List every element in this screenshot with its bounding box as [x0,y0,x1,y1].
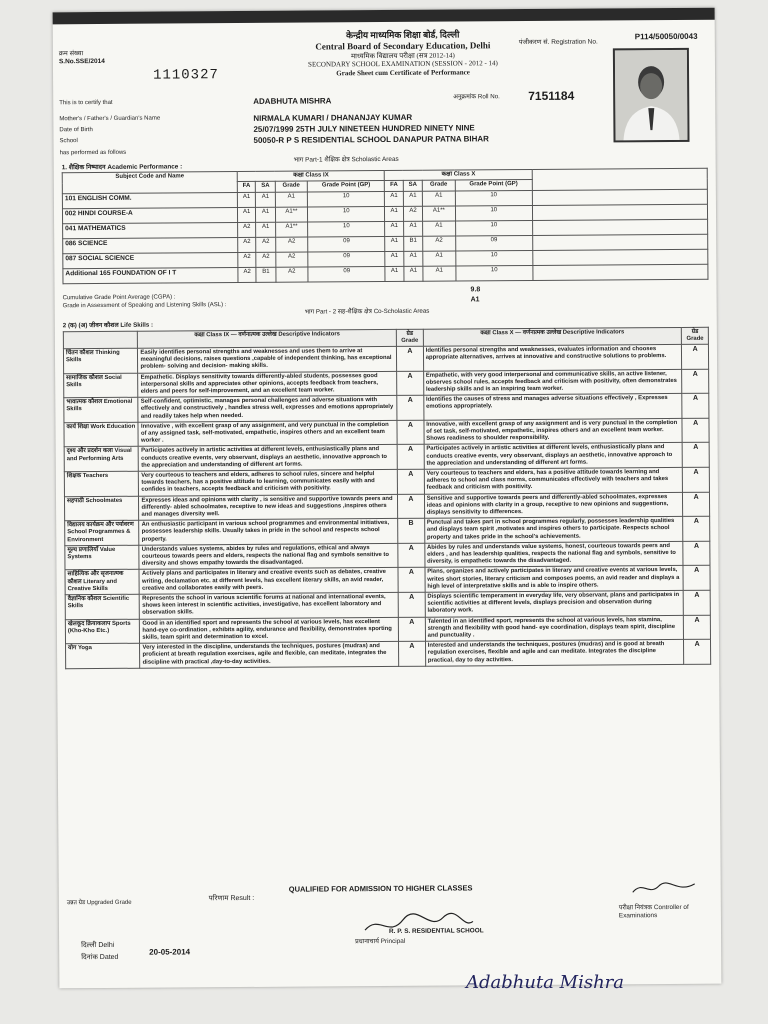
blank-cell [533,234,708,250]
class-x-grade: A [683,541,710,566]
cgpa-label: Cumulative Grade Point Average (CGPA) : [62,294,176,302]
sa-header: SA [403,181,422,191]
area-name: दृश्य और प्रदर्शन कला Visual and Performing Arts [64,447,139,472]
area-name: खेलकूद क्रियाकलाप Sports (Kho-Kho Etc.) [65,619,140,644]
grade-sheet [53,8,722,989]
issue-date: 20-05-2014 [149,947,191,957]
class-x-indicator: Abides by rules and understands value systems, honest, courteous towards peers and elders , and has leadership qualities, respects the national flag and symbols, sensitive to diversity, is empathetic towards the disadvantaged. [425,541,684,567]
grade-cell: A1 [385,191,403,206]
result-value: QUALIFIED FOR ADMISSION TO HIGHER CLASSES [288,883,473,894]
class-x-grade: A [682,369,709,394]
subject-row [63,264,708,284]
class-x-grade: A [682,393,709,418]
grade-cell: A1 [385,206,403,221]
area-name: वैज्ञानिक कौशल Scientific Skills [65,594,140,619]
class-ix-indicator: Actively plans and participates in literary and creative events such as debates, creative writing, declamation etc. at different levels, has excellent literary skills, an avid reader, creative and collaborates easily with peers. [139,568,398,594]
grade-cell: A1 [403,221,422,236]
part2-label: भाग Part - 2 सह-शैक्षिक क्षेत्र Co-Scholastic Areas [304,307,430,316]
class-ix-grade: A [398,494,425,519]
grade-cell: A2 [256,237,275,252]
grade-cell: A1 [404,266,423,281]
class-ix-indicator: Very courteous to teachers and elders, adheres to school rules, sincere and helpful towards teachers, has a positive attitude to learning, communicates easily with and confides in teachers, accepts feedback and criticism with positivity. [139,469,398,495]
class-x-indicator: Participates actively in artistic activities at different levels, enthusiastically plans and conducts creative events, very observant, displays an aesthetic, innovative approach to the appreciation and understanding of different art forms. [424,443,683,469]
class-ix-grade: A [397,346,424,371]
class-ix-indicator: Understands values systems, abides by rules and regulations, ethical and always courteous towards peers and elders, respects the national flag and symbols sensitive to diversity and shows empathy towards the disadvantaged. [139,543,398,569]
grade-cell: A1 [423,191,455,206]
grade-cell: 10 [308,221,385,237]
controller-label: परीक्षा नियंत्रक Controller of Examinations [618,903,689,920]
blank-cell [533,264,708,280]
class-x-grade: A [683,516,710,541]
grade-cell: 09 [308,266,385,282]
grade-cell: A1** [275,222,307,237]
class-ix-grade: A [398,617,425,642]
registration-label: पंजीकरण सं. Registration No. [518,38,598,47]
handwritten-signature: Adabhuta Mishra [466,972,625,993]
class-ix-indicator: Very interested in the discipline, understands the techniques, postures (mudras) and proficient at breath regulation exercises, agile and flexible, can meditate, integrates the discipline with practical ,day-to-day activities. [140,642,399,668]
parents-name: NIRMALA KUMARI / DHANANJAY KUMAR [253,112,413,123]
subject-col-header: Subject Code and Name [62,172,237,194]
certify-label: This is to certify that [59,99,113,107]
grade-cell: A2 [238,267,256,282]
area-name: साहित्यिक और सृजनात्मक कौशल Literary and Creative Skills [65,570,140,595]
asl-value: A1 [470,296,480,304]
fa-header: FA [385,181,403,191]
ix-col-header: कक्षा Class IX [194,331,230,338]
grade-cell: A1** [275,207,307,222]
subject-name: 002 HINDI COURSE-A [62,207,237,223]
class-x-header: कक्षा Class X [385,169,533,180]
grade-cell: 09 [455,235,533,251]
roll-label: अनुक्रमांक Roll No. [453,93,500,101]
grade-cell: A2 [238,252,256,267]
area-name: सामाजिक कौशल Social Skills [64,373,139,398]
class-ix-grade: A [397,371,424,396]
subject-name: 101 ENGLISH COMM. [62,192,237,208]
class-x-indicator: Plans, organizes and actively participates in literary and creative events at various levels, writes short stories, literary criticism and composes poems, an avid reader and displays a high level of interpretative skills and is able to inspire others. [425,566,684,592]
grade-cell: A2 [403,206,422,221]
blank-cell [532,204,707,220]
grade-cell: A1 [423,266,455,281]
grade-cell: A1 [385,221,403,236]
subject-name: 086 SCIENCE [63,237,238,253]
class-x-indicator: Displays scientific temperament in everyday life, very observant, plans and participates in scientific activities at different levels, displays precision and observation during laboratory work. [425,590,684,616]
class-ix-grade: A [397,445,424,470]
desc-header: वर्णनात्मक उल्लेख Descriptive Indicators [238,330,340,338]
grade-cell: A2 [276,267,308,282]
grade-cell: B1 [256,267,275,282]
class-ix-indicator: Good in an identified sport and represents the school at various levels, has excellent hand-eye co-ordination , exhibits agility, endurance and flexibility, demonstrates sporting skills, team spirit and determination to excel. [140,617,399,643]
top-dark-strip [53,8,715,25]
subject-name: Additional 165 FOUNDATION OF I T [63,267,238,283]
class-x-indicator: Identifies the causes of stress and manages adverse situations effectively , Expresses emotions appropriately. [423,394,682,420]
coscholastic-row [66,640,711,669]
class-x-indicator: Sensitive and supportive towards peers and differently-abled schoolmates, expresses ideas and opinions with clarity in a group, receptive to new opinions and suggestions, displays sensitivity to differences. [424,492,683,518]
class-ix-indicator: Self-confident, optimistic, manages personal challenges and adverse situations with effectively and constructively , handles stress well, expresses and emotions appropriately and readily takes help when needed. [138,396,397,422]
class-x-indicator: Talented in an identified sport, represents the school at various levels, has stamina, strength and flexibility with good hand- eye coordination, displays team spirit, discipline and punctuality . [425,615,684,641]
grade-cell: 09 [308,236,385,252]
class-ix-grade: A [399,642,426,667]
grade-cell: A1 [423,221,455,236]
controller-signature-icon [629,876,699,900]
performed-label: has performed as follows [59,149,127,157]
principal-label: प्रधानाचार्य Principal [355,937,406,946]
gp-header: Grade Point (GP) [455,180,532,191]
grade-cell: A1 [275,192,307,207]
grade-cell: A1 [404,251,423,266]
grade-cell: B1 [404,236,423,251]
class-x-indicator: Innovative, with excellent grasp of any assignment and is very punctual in the completion of set task, self-motivated, empathetic, inspires others and an excellent team worker. Shows readiness to shoulder responsibility. [424,418,683,444]
grade-cell: 10 [308,206,385,222]
date-of-birth: 25/07/1999 25TH JULY NINETEEN HUNDRED NINETY NINE [253,123,475,134]
grade-col-header: ग्रेड Grade [682,327,709,345]
subject-name: 087 SOCIAL SCIENCE [63,252,238,268]
class-x-grade: A [682,344,709,369]
cgpa-value: 9.8 [470,286,481,294]
class-x-indicator: Very courteous to teachers and elders, has a positive attitude towards learning and adheres to school and class norms, communicates effectively with teachers and takes feedback and criticism with positivity. [424,467,683,493]
class-ix-grade: A [397,395,424,420]
area-name: चिंतन कौशल Thinking Skills [63,348,138,373]
school-label: School [59,138,78,145]
class-x-grade: A [683,467,710,492]
grade-cell: A1 [237,192,255,207]
class-ix-grade: A [397,420,424,445]
academic-performance-label: 1. शैक्षिक निष्पादन Academic Performance : [61,163,183,172]
gp-header: Grade Point (GP) [307,181,384,192]
area-name: विद्यालय कार्यक्रम और पर्यावरण School Programmes & Environment [65,520,140,545]
dob-label: Date of Birth [59,127,93,134]
grade-cell: A1 [256,222,275,237]
board-heading: केन्द्रीय माध्यमिक शिक्षा बोर्ड, दिल्ली Central Board of Secondary Education, Delhi माध्यमिक विद्यालय परीक्षा (सत्र 2012-14) SECONDARY SCHOOL EXAMINATION (SESSION - 2012 - 14) Grade Sheet cum Certificate of Performance [308,29,498,78]
class-x-indicator: Identifies personal strengths and weaknesses, evaluates information and chooses appropriate alternatives, arrives at innovative and constructive solutions to problems. [423,344,682,370]
class-ix-indicator: An enthusiastic participant in various school programmes and environmental initiatives, possesses leadership skills. Usually takes in pride in the school and respects school property. [139,519,398,545]
fa-header: FA [237,182,255,192]
grade-cell: 10 [455,220,533,236]
upgraded-grade-label: उन्नत ग्रेड Upgraded Grade [66,899,132,907]
grade-header: Grade [422,180,454,191]
area-name: शिक्षक Teachers [64,471,139,496]
class-ix-indicator: Represents the school in various scientific forums at national and international events, shows keen interest in scientific activities, investigative, has excellent laboratory and observation skills. [140,592,399,618]
scholastic-table [62,168,709,284]
class-x-indicator: Empathetic, with very good interpersonal and communicative skills, an active listener, observes school rules, accepts feedback and criticism with positivity, often demonstrates leadership skills and is an inspiring team worker. [423,369,682,395]
grade-cell: A1 [385,236,403,251]
class-x-grade: A [683,566,710,591]
class-ix-grade: A [398,543,425,568]
class-x-grade: A [683,492,710,517]
grade-cell: A1 [385,251,403,266]
area-name: योग Yoga [66,644,141,669]
school-name: 50050-R P S RESIDENTIAL SCHOOL DANAPUR PATNA BIHAR [253,134,489,145]
class-x-grade: A [684,640,711,665]
area-name: सहपाठी Schoolmates [64,496,139,521]
roll-number: 7151184 [528,88,575,104]
grade-cell: A2 [423,236,455,251]
asl-label: Grade in Assessment of Speaking and Listening Skills (ASL) : [62,302,227,310]
class-x-indicator: Punctual and takes part in school programmes regularly, possesses leadership qualities and displays team spirit ,motivates and inspires others to participate. Respects school property and takes pride in the school's achievements. [424,517,683,543]
grade-cell: A1 [385,266,403,281]
class-x-grade: A [683,590,710,615]
grade-cell: 10 [455,265,533,281]
class-ix-indicator: Participates actively in artistic activities at different levels, enthusiastically plans and conducts creative events, very observant, displays an aesthetic, innovative approach to the appreciation and understanding of different art forms. [139,445,398,471]
subject-name: 041 MATHEMATICS [63,222,238,238]
blank-cell [533,219,708,235]
grade-cell: A1 [403,191,422,206]
class-ix-indicator: Easily identifies personal strengths and weaknesses and uses them to arrive at meaningful decisions, raises questions ,capable of independent thinking, has exceptional problem- solving and decision- making skills. [138,346,397,372]
grade-cell: 10 [455,250,533,266]
class-x-grade: A [682,418,709,443]
grade-header: Grade [275,181,307,192]
school-stamp: R. P. S. RESIDENTIAL SCHOOL [389,927,484,935]
grade-cell: A2 [238,222,256,237]
registration-number: P114/50050/0043 [634,31,698,42]
serial-label: क्रम संख्या S.No.SSE/2014 [58,50,105,66]
area-name: भावात्मक कौशल Emotional Skills [64,397,139,422]
blank-cell [533,249,708,265]
grade-cell: A1 [256,192,275,207]
grade-cell: A2 [275,252,307,267]
grade-cell: A1 [256,207,275,222]
class-x-grade: A [684,615,711,640]
candidate-photo [613,48,690,143]
class-x-indicator: Interested and understands the techniques, postures (mudras) and is good at breath regulation exercises, flexible and agile and can meditate. Integrates the discipline practical, day to day activities. [425,640,684,666]
class-ix-grade: A [398,592,425,617]
result-label: परिणाम Result : [208,894,255,903]
class-ix-grade: B [398,518,425,543]
grade-cell: 10 [455,205,533,221]
serial-number: 1110327 [152,67,219,84]
grade-cell: A2 [238,237,256,252]
class-ix-grade: A [397,469,424,494]
candidate-name: ADABHUTA MISHRA [253,96,332,106]
parents-label: Mother's / Father's / Guardian's Name [59,115,161,123]
grade-cell: 10 [455,190,533,206]
sa-header: SA [256,182,275,192]
grade-col-header: ग्रेड Grade [396,329,423,347]
desc-header: वर्णनात्मक उल्लेख Descriptive Indicators [522,328,625,336]
class-ix-grade: A [398,568,425,593]
place-label: दिल्ली Delhi [81,941,115,950]
life-skills-label: 2 (क) (अ) जीवन कौशल Life Skills : [62,321,154,330]
coscholastic-table: 2 (क) (अ) जीवन कौशल Life Skills : कक्षा Class IX — वर्णनात्मक उल्लेख Descriptive Indicators ग्रेड Grade कक्षा Class X — वर्णनात्मक उल्लेख Descriptive Indicators ग्रेड Grade चिंतन कौशल Thinking Skills Easily identifies personal strengths and weaknesses and uses them to arrive at meaningful decisions, raises questions ,capable of independent thinking, has exceptional problem- solving and decision- making skills. A Identifies personal strengths and weaknesses, evaluates information and chooses appropriate alternatives, arrives at innovative and constructive solutions to problems. A सामाजिक कौशल Social Skills Empathetic. Displays sensitivity towards differently-abled students, possesses good interpersonal skills and appreciates other opinions, accepts feedback from teachers, elders and peers for self-improvement, and an excellent team worker. A Empathetic, with very good interpersonal and communicative skills, an active listener, observes school rules, accepts feedback and criticism with positivity, often demonstrates leadership skills and is an inspiring team worker. A भावात्मक कौशल Emotional Skills Self-confident, optimistic, manages personal challenges and adverse situations with effectively and constructively , handles stress well, expresses and emotions appropriately and readily takes help when needed. A Identifies the causes of stress and manages adverse situations effectively , Expresses emotions appropriately. A कार्य शिक्षा Work Education Innovative , with excellent grasp of any assignment, and very punctual in the completion of any assigned task, self-motivated, empathetic, inspires others and an excellent team worker . A Innovative, with excellent grasp of any assignment and is very punctual in the completion of set task, self-motivated, empathetic, inspires others and an excellent team worker. Shows readiness to shoulder responsibility. A दृश्य और प्रदर्शन कला Visual and Performing Arts Participates actively in artistic activities at different levels, enthusiastically plans and conducts creative events, very observant, displays an aesthetic, innovative approach to the appreciation and understanding of different art forms. A Participates actively in artistic activities at different levels, enthusiastically plans and conducts creative events, very observant, displays an aesthetic, innovative approach to the appreciation and understanding of different art forms. A शिक्षक Teachers Very courteous to teachers and elders, adheres to school rules, sincere and helpful towards teachers, has a positive attitude to learning, communicates easily with and confides in teachers, accepts feedback and criticism with positivity. A Very courteous to teachers and elders, has a positive attitude towards learning and adheres to school and class norms, communicates effectively with teachers and takes feedback and criticism with positivity. A सहपाठी Schoolmates Expresses ideas and opinions with clarity , is sensitive and supportive towards peers and differently- abled schoolmates, receptive to new ideas and suggestions ,inspires others and manages diversity well. A Sensitive and supportive towards peers and differently-abled schoolmates, expresses ideas and opinions with clarity in a group, receptive to new opinions and suggestions, displays sensitivity to differences. A विद्यालय कार्यक्रम और पर्यावरण School Programmes & Environment An enthusiastic participant in various school programmes and environmental initiatives, possesses leadership skills. Usually takes in pride in the school and respects school property. B Punctual and takes part in school programmes regularly, possesses leadership qualities and displays team spirit ,motivates and inspires others to participate. Respects school property and takes pride in the school's achievements. A मूल्य प्रणालियाँ Value Systems Understands values systems, abides by rules and regulations, ethical and always courteous towards peers and elders, respects the national flag and symbols sensitive to diversity and shows empathy towards the disadvantaged. A Abides by rules and understands value systems, honest, courteous towards peers and elders , and has leadership qualities, respects the national flag and symbols, sensitive to diversity, is empathetic towards the disadvantaged. A साहित्यिक और सृजनात्मक कौशल Literary and Creative Skills Actively plans and participates in literary and creative events such as debates, creative writing, declamation etc. at different levels, has excellent literary skills, an avid reader, creative and collaborates easily with peers. A Plans, organizes and actively participates in literary and creative events at various levels, writes short stories, literary criticism and composes poems, an avid reader and displays a high level of interpretative skills and is able to inspire others. A वैज्ञानिक कौशल Scientific Skills Represents the school in various scientific forums at national and international events, shows keen interest in scientific activities, investigative, has excellent laboratory and observation skills. A Displays scientific temperament in everyday life, very observant, plans and participates in scientific activities at different levels, displays precision and observation during laboratory work. A खेलकूद क्रियाकलाप Sports (Kho-Kho Etc.) Good in an identified sport and represents the school at various levels, has excellent hand-eye co-ordination , exhibits agility, endurance and flexibility, demonstrates sporting skills, team spirit and determination to excel. A Talented in an identified sport, represents the school at various levels, has stamina, strength and flexibility with good hand- eye coordination, displays team spirit, discipline and punctuality . A योग Yoga Very interested in the discipline, understands the techniques, postures (mudras) and proficient at breath regulation exercises, agile and flexible, can meditate, integrates the discipline with practical ,day-to-day activities. A Interested and understands the techniques, postures (mudras) and is good at breath regulation exercises, flexible and agile and can meditate. Integrates the discipline practical, day to day activities. A [63,318,711,669]
class-ix-header: कक्षा Class IX [237,171,385,182]
grade-cell: A1** [423,206,455,221]
grade-cell: A2 [275,237,307,252]
grade-cell: 10 [307,191,384,207]
date-label: दिनांक Dated [81,953,119,962]
area-name: कार्य शिक्षा Work Education [64,422,139,447]
part1-label: भाग Part-1 शैक्षिक क्षेत्र Scholastic Areas [293,155,399,164]
grade-cell: 09 [308,251,385,267]
class-ix-indicator: Innovative , with excellent grasp of any assignment, and very punctual in the completion of any assigned task, self-motivated, empathetic, inspires others and an excellent team worker . [138,420,397,446]
class-ix-indicator: Empathetic. Displays sensitivity towards differently-abled students, possesses good interpersonal skills and appreciates other opinions, accepts feedback from teachers, elders and peers for self-improvement, and an excellent team worker. [138,371,397,397]
area-name: मूल्य प्रणालियाँ Value Systems [65,545,140,570]
grade-cell: A1 [237,207,255,222]
grade-cell: A1 [423,251,455,266]
class-x-grade: A [682,443,709,468]
class-ix-indicator: Expresses ideas and opinions with clarity , is sensitive and supportive towards peers and differently- abled schoolmates, receptive to new ideas and suggestions ,inspires others and manages diversity well. [139,494,398,520]
blank-cell [532,189,707,205]
grade-cell: A2 [256,252,275,267]
x-col-header: कक्षा Class X [480,329,514,336]
